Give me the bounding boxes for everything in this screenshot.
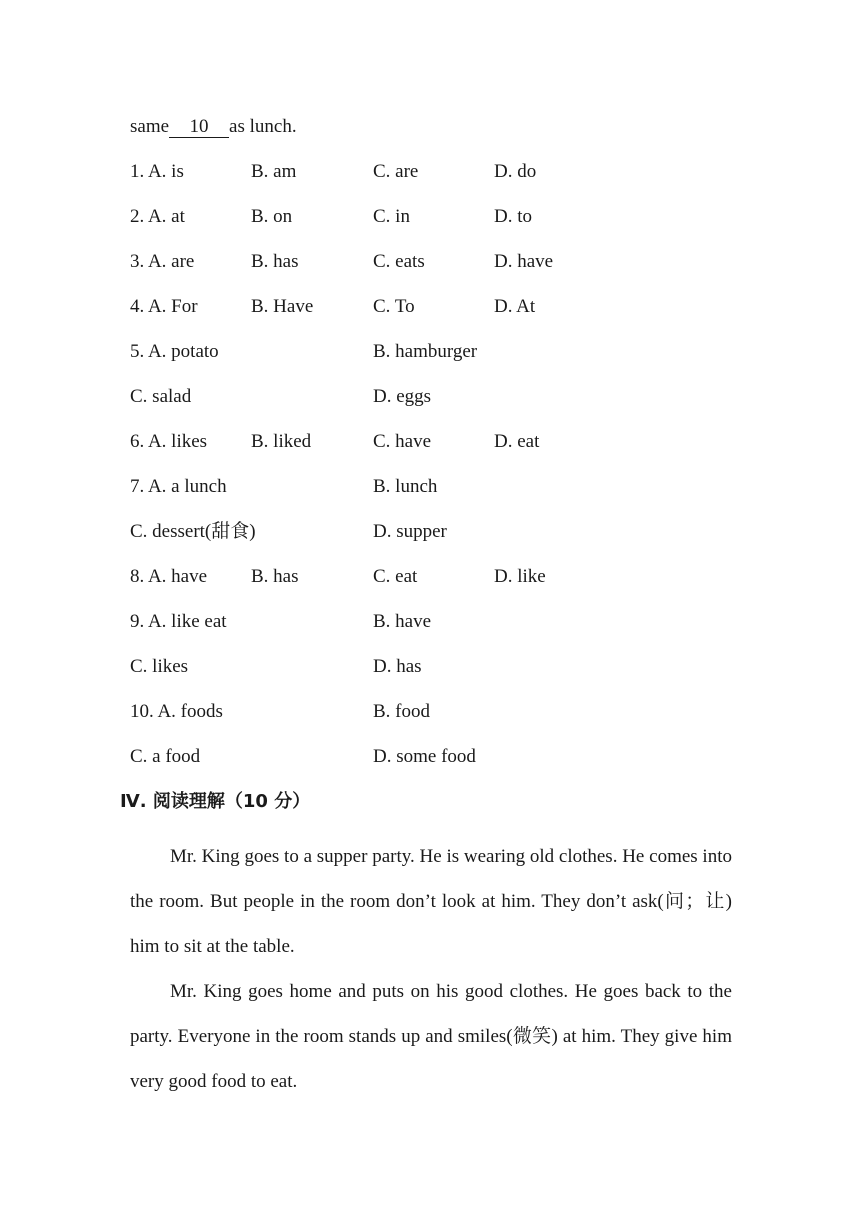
option-cell: D. like — [494, 566, 546, 587]
option-cell: B. liked — [251, 431, 312, 452]
line-lead-text: same — [130, 116, 170, 137]
passage-paragraph: Mr. King goes home and puts on his good clothes. He goes back to the party. Everyone in the room stands up and smiles(微笑) at him. They give him very good food to eat. — [130, 981, 732, 1092]
option-cell: 2. A. at — [130, 206, 185, 227]
option-cell: C. To — [373, 296, 415, 317]
option-cell: C. salad — [130, 386, 192, 407]
option-cell: 1. A. is — [130, 161, 184, 182]
option-cell: D. eggs — [373, 386, 432, 407]
option-row — [130, 655, 732, 700]
section-heading: Ⅳ. 阅读理解（10 分） — [120, 791, 311, 812]
option-cell: C. eat — [373, 566, 418, 587]
option-cell: B. have — [373, 611, 432, 632]
option-row — [130, 160, 732, 205]
option-row — [130, 385, 732, 430]
option-row — [130, 430, 732, 475]
answer-options — [130, 160, 732, 790]
option-row — [130, 295, 732, 340]
option-cell: D. At — [494, 296, 536, 317]
option-cell: B. lunch — [373, 476, 438, 497]
option-row — [130, 340, 732, 385]
option-cell: D. to — [494, 206, 532, 227]
option-row — [130, 475, 732, 520]
option-cell: C. eats — [373, 251, 425, 272]
option-cell: 6. A. likes — [130, 431, 208, 452]
option-cell: C. a food — [130, 746, 201, 767]
option-cell: C. are — [373, 161, 419, 182]
option-cell: B. has — [251, 566, 299, 587]
option-cell: C. likes — [130, 656, 189, 677]
option-cell: B. food — [373, 701, 430, 722]
option-cell: D. eat — [494, 431, 540, 452]
option-cell: C. in — [373, 206, 410, 227]
option-cell: 9. A. like eat — [130, 611, 227, 632]
option-cell: C. have — [373, 431, 432, 452]
option-cell: 4. A. For — [130, 296, 198, 317]
option-cell: 8. A. have — [130, 566, 208, 587]
passage-paragraph: Mr. King goes to a supper party. He is wearing old clothes. He comes into the room. But people in the room don’t look at him. They don’t ask(问；让) him to sit at the table. — [130, 846, 732, 957]
option-cell: D. has — [373, 656, 422, 677]
option-cell: B. am — [251, 161, 297, 182]
cloze-continuation-line — [130, 115, 297, 139]
option-cell: D. have — [494, 251, 554, 272]
option-cell: B. Have — [251, 296, 314, 317]
option-cell: D. do — [494, 161, 537, 182]
option-row — [130, 520, 732, 565]
blank-10: 10 — [169, 117, 229, 138]
option-cell: 10. A. foods — [130, 701, 223, 722]
reading-passage — [130, 834, 732, 1104]
option-cell: B. on — [251, 206, 293, 227]
option-row — [130, 565, 732, 610]
option-cell: D. supper — [373, 521, 447, 542]
option-cell: C. dessert(甜食) — [130, 521, 256, 542]
option-cell: B. has — [251, 251, 299, 272]
option-row — [130, 610, 732, 655]
option-cell: D. some food — [373, 746, 476, 767]
option-cell: 7. A. a lunch — [130, 476, 227, 497]
option-cell: B. hamburger — [373, 341, 478, 362]
option-row — [130, 700, 732, 745]
option-row — [130, 745, 732, 790]
option-cell: 3. A. are — [130, 251, 195, 272]
option-cell: 5. A. potato — [130, 341, 219, 362]
option-row — [130, 250, 732, 295]
line-tail-text: as lunch. — [229, 116, 297, 137]
option-row — [130, 205, 732, 250]
